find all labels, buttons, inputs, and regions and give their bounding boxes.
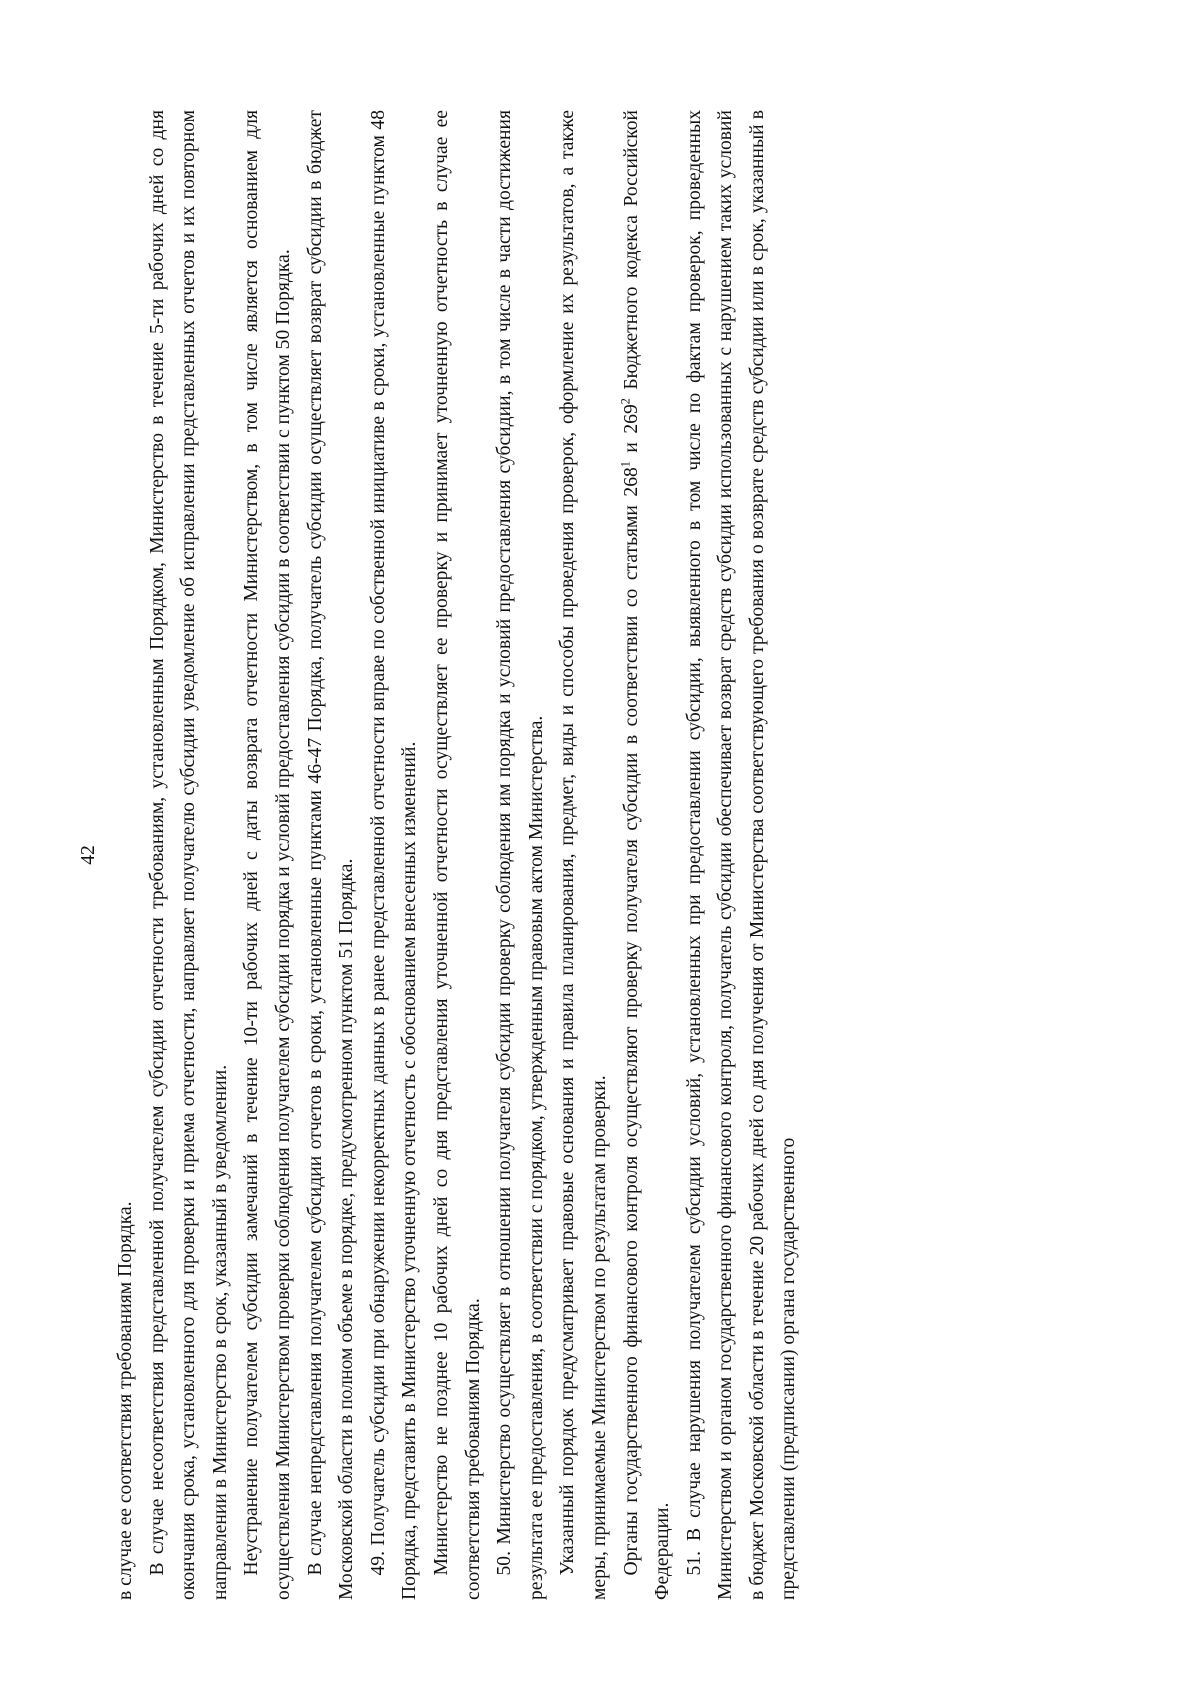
- paragraph: в случае ее соответствия требованиям Порядка.: [115, 1201, 136, 1600]
- text-run: Бюджетного кодекса Российской Федерации.: [620, 109, 674, 1600]
- superscript: 1: [617, 461, 632, 468]
- paragraph: В случае непредставления получателем субсидии отчетов в сроки, установленные пунктами 46-47 Порядка, получатель субсидии осуществляет возврат субсидии в бюджет Московской области в полном объеме в порядке, предусмотренном пунктом 51 Порядка.: [304, 110, 358, 1600]
- text-run: и 269: [620, 404, 642, 462]
- paragraph: В случае несоответствия представленной получателем субсидии отчетности требованиям, установленным Порядком, Министерство в течение 5-ти рабочих дней со дня окончания срока, установленного для проверки и приема отчетности, направляет получателю субсидии уведомление об исправлении представленных отчетов и их повторном направлении в Министерство в срок, указанный в уведомлении.: [146, 110, 231, 1600]
- paragraph: Указанный порядок предусматривает правовые основания и правила планирования, предмет, виды и способы проведения проверок, оформление их результатов, а также меры, принимаемые Министерством по результатам проверки.: [557, 110, 610, 1600]
- rotated-page-content: [78, 109, 1080, 1600]
- paragraph: 51. В случае нарушения получателем субсидии условий, установленных при предоставлении субсидии, выявленного в том числе по фактам проверок, проведенных Министерством и органом государственного финансового контроля, получатель субсидии обеспечивает возврат средств субсидии использованных с нарушением таких условий в бюджет Московской области в течение 20 рабочих дней со дня получения от Министерства соответствующего требования о возврате средств субсидии или в срок, указанный в представлении (предписании) органа государственного: [683, 110, 800, 1600]
- page-number: 42: [78, 845, 99, 865]
- document-body: [110, 110, 805, 1600]
- superscript: 2: [617, 398, 632, 405]
- paragraph: Министерство не позднее 10 рабочих дней со дня представления уточненной отчетности осуществляет ее проверку и принимает уточненную отчетность в случае ее соответствия требованиям Порядка.: [430, 110, 484, 1600]
- paragraph: Неустранение получателем субсидии замечаний в течение 10-ти рабочих дней с даты возврата отчетности Министерством, в том числе является основанием для осуществления Министерством проверки соблюдения получателем субсидии порядка и условий предоставления субсидии в соответствии с пунктом 50 Порядка.: [241, 110, 294, 1600]
- paragraph: 50. Министерство осуществляет в отношении получателя субсидии проверку соблюдения им порядка и условий предоставления субсидии, в том числе в части достижения результата ее предоставления, в соответствии с порядком, утвержденным правовым актом Министерства.: [494, 110, 547, 1600]
- text-run: Органы государственного финансового контроля осуществляют проверку получателя субсидии в соответствии со статьями 268: [620, 467, 642, 1576]
- paragraph-with-superscripts: [616, 110, 679, 1600]
- paragraph: 49. Получатель субсидии при обнаружении некорректных данных в ранее представленной отчетности вправе по собственной инициативе в сроки, установленные пунктом 48 Порядка, представить в Министерство уточненную отчетность с обоснованием внесенных изменений.: [367, 110, 421, 1600]
